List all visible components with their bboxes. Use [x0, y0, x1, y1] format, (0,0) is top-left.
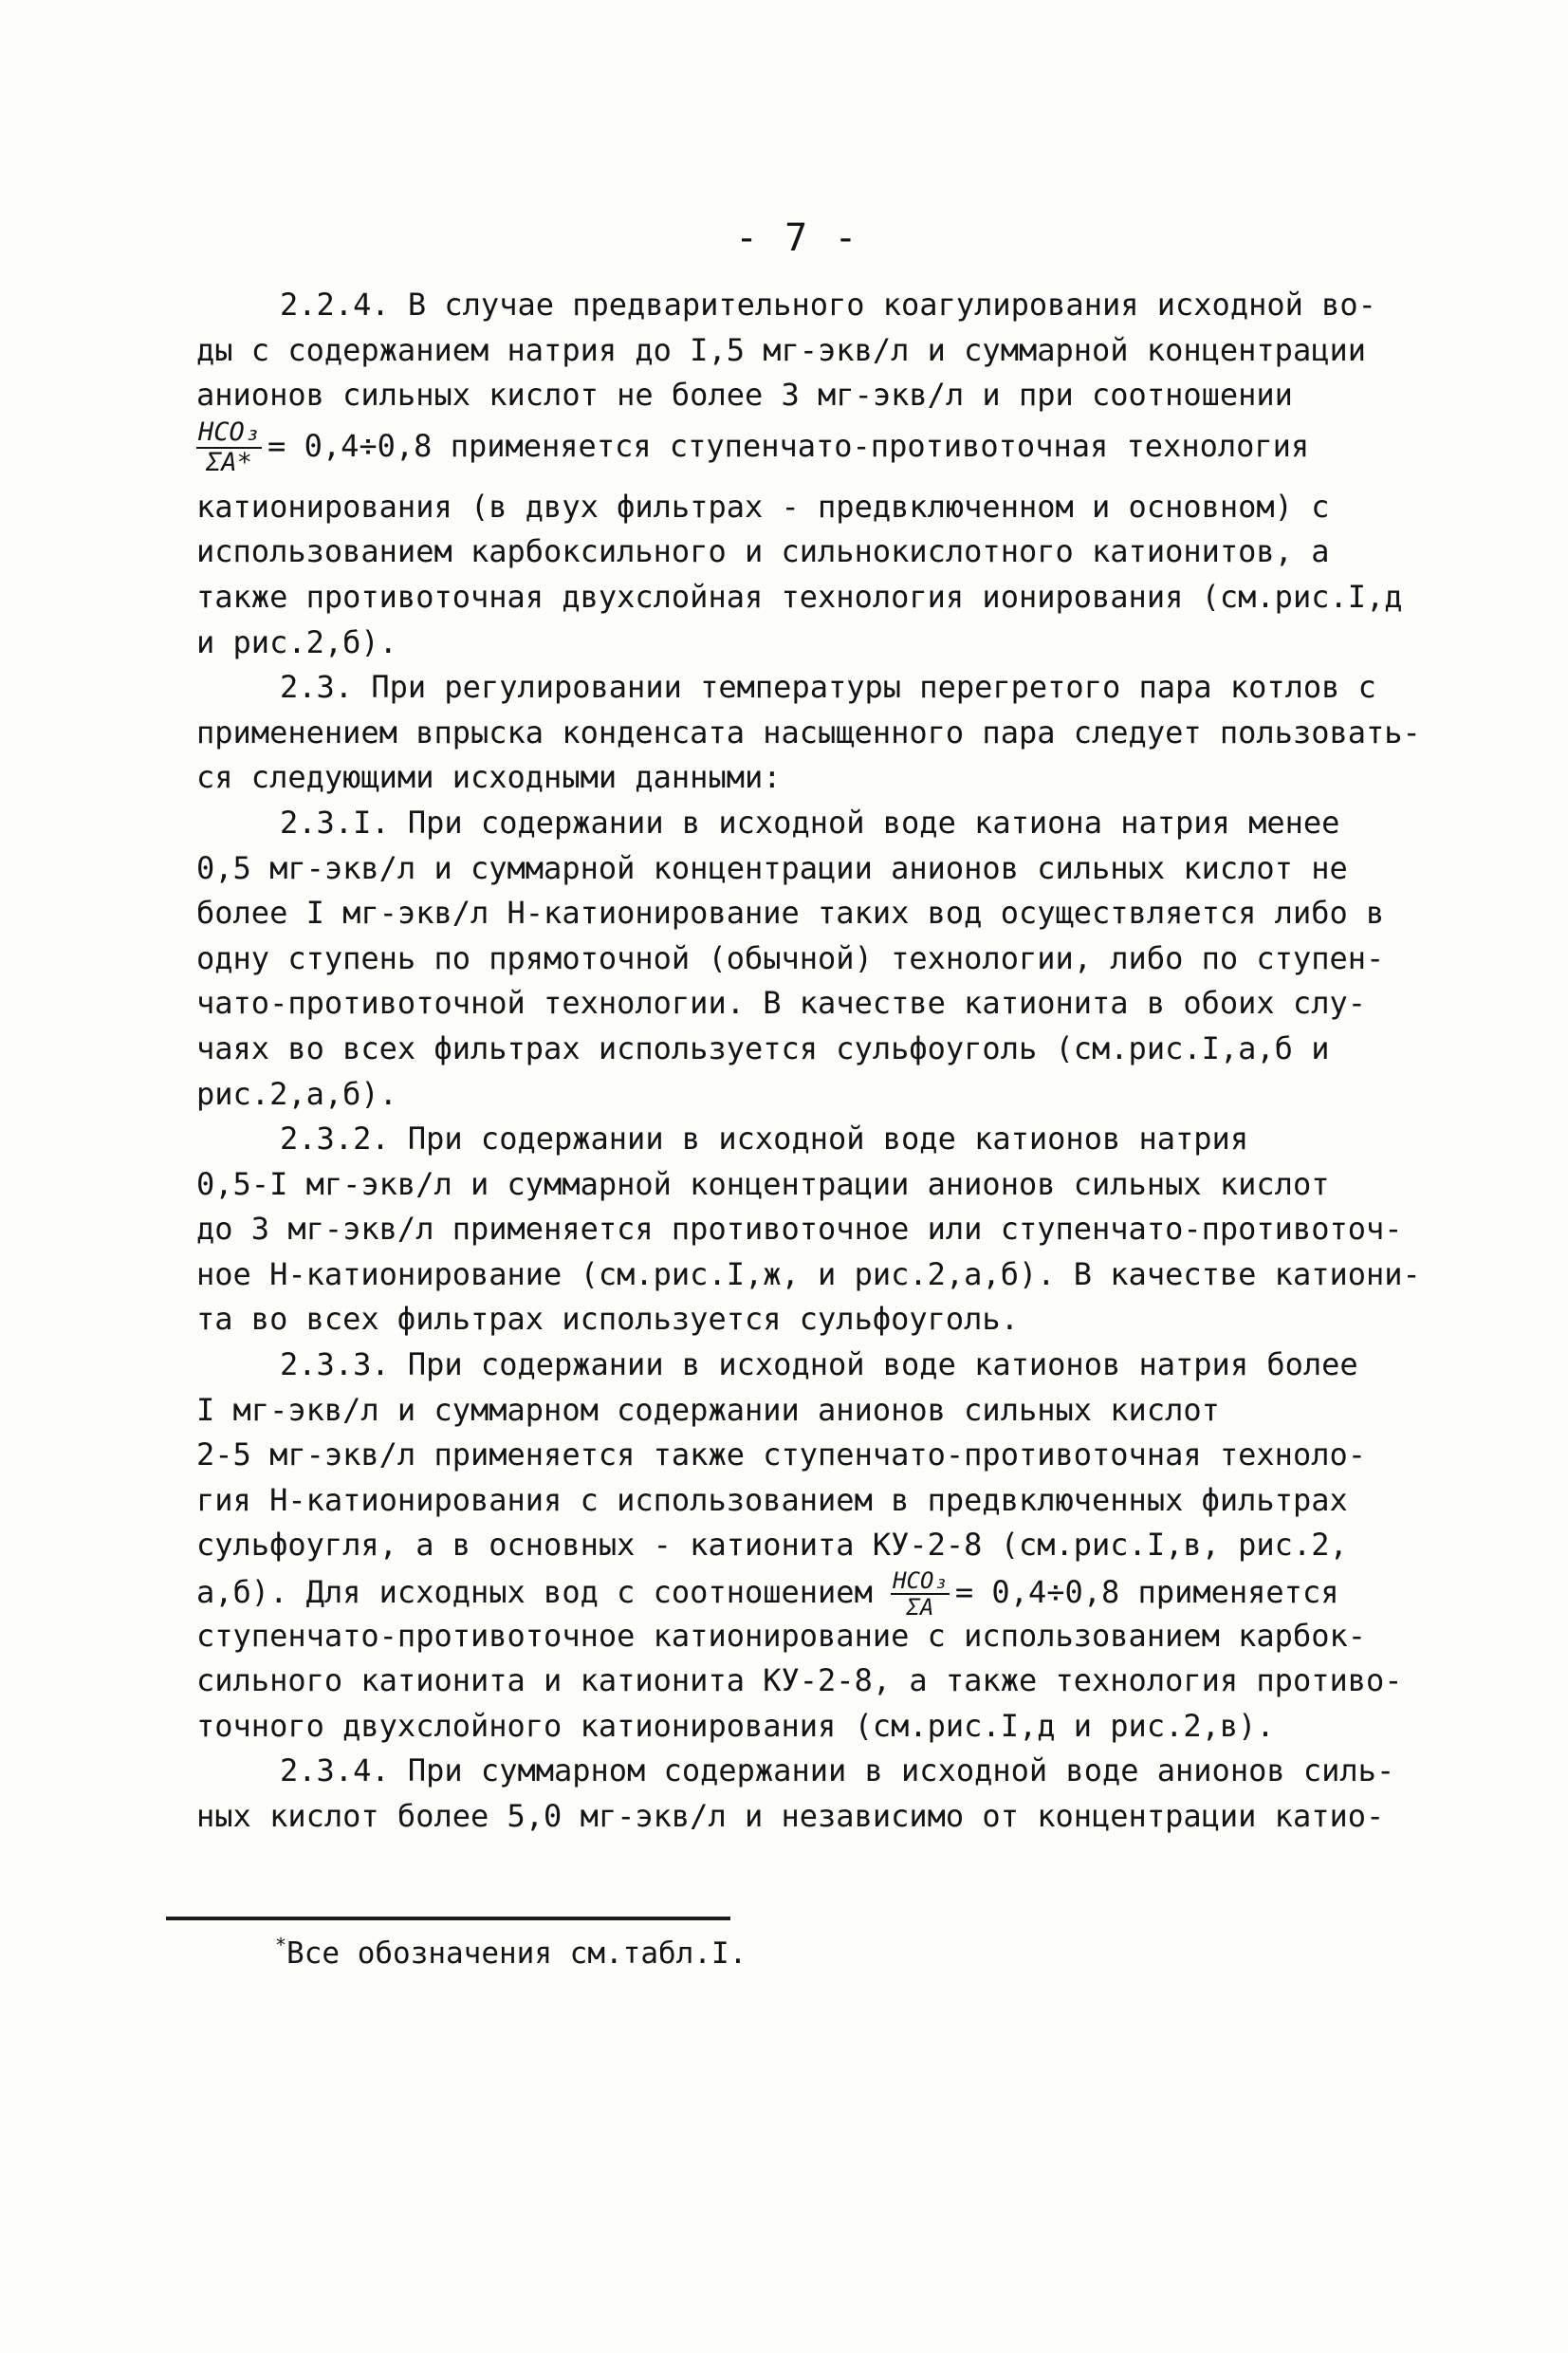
footnote-text: Все обозначения см.табл.I. — [286, 1936, 747, 1971]
text-line: катионирования (в двух фильтрах - предвключенном и основном) с — [196, 488, 1330, 525]
text-line: 2-5 мг-экв/л применяется также ступенчато-противоточная техноло- — [196, 1436, 1366, 1473]
text-line: 0,5 мг-экв/л и суммарной концентрации анионов сильных кислот не — [196, 849, 1348, 886]
text-line: 2.3.I. При содержании в исходной воде катиона натрия менее — [280, 804, 1340, 841]
paragraph-2-3-1 — [196, 801, 1430, 1117]
text-segment: а,б). Для исходных вод с соотношением — [196, 1574, 873, 1611]
text-line: ся следующими исходными данными: — [196, 759, 782, 796]
footnote-divider — [166, 1917, 730, 1920]
text-line: сульфоугля, а в основных - катионита КУ-2-8 (см.рис.I,в, рис.2, — [196, 1527, 1348, 1564]
fraction-numerator: HCO₃ — [198, 417, 261, 447]
text-line: также противоточная двухслойная технология ионирования (см.рис.I,д — [196, 578, 1403, 615]
paragraph-2-3-4 — [196, 1749, 1430, 1839]
text-line: одну ступень по прямоточной (обычной) технологии, либо по ступен- — [196, 939, 1385, 976]
text-line: более I мг-экв/л H-катионирование таких вод осуществляется либо в — [196, 895, 1385, 932]
paragraph-2-2-4 — [196, 283, 1430, 665]
paragraph-2-3-3 — [196, 1343, 1430, 1749]
text-line: сильного катионита и катионита КУ-2-8, а также технология противо- — [196, 1662, 1403, 1699]
text-segment: = 0,4÷0,8 применяется — [954, 1574, 1339, 1611]
ratio-fraction — [891, 1568, 950, 1620]
text-line: гия H-катионирования с использованием в предвключенных фильтрах — [196, 1481, 1348, 1518]
text-line: точного двухслойного катионирования (см.рис.I,д и рис.2,в). — [196, 1707, 1275, 1744]
text-line: 2.3.3. При содержании в исходной воде катионов натрия более — [280, 1346, 1358, 1383]
footnote-mark: * — [275, 1934, 287, 1956]
paragraph-2-3 — [196, 665, 1430, 801]
text-line: ступенчато-противоточное катионирование с использованием карбок- — [196, 1617, 1366, 1654]
text-line: I мг-экв/л и суммарном содержании анионов сильных кислот — [196, 1391, 1220, 1428]
text-line: использованием карбоксильного и сильнокислотного катионитов, а — [196, 533, 1330, 570]
text-line: анионов сильных кислот не более 3 мг-экв/л и при соотношении — [196, 377, 1293, 414]
footnote — [275, 1934, 747, 1971]
text-line: 0,5-I мг-экв/л и суммарной концентрации анионов сильных кислот — [196, 1165, 1330, 1202]
text-line: ных кислот более 5,0 мг-экв/л и независимо от концентрации катио- — [196, 1798, 1385, 1834]
text-line: чато-противоточной технологии. В качестве катионита в обоих слу- — [196, 985, 1366, 1022]
fraction-denominator: ΣA* — [206, 447, 252, 477]
text-line: 2.3. При регулировании температуры перегретого пара котлов с — [280, 669, 1376, 706]
text-line: та во всех фильтрах используется сульфоуголь. — [196, 1301, 1019, 1338]
fraction-numerator: HCO₃ — [893, 1567, 948, 1595]
document-body — [196, 283, 1430, 1840]
text-segment: = 0,4÷0,8 применяется ступенчато-противоточная технология — [267, 427, 1310, 464]
text-line: до 3 мг-экв/л применяется противоточное или ступенчато-противоточ- — [196, 1211, 1403, 1248]
page-number: - 7 - — [735, 216, 859, 260]
ratio-fraction — [196, 418, 262, 477]
ratio-line — [196, 1567, 1430, 1621]
text-line: применением впрыска конденсата насыщенного пара следует пользовать- — [196, 713, 1421, 750]
text-line: ды с содержанием натрия до I,5 мг-экв/л и суммарной концентрации — [196, 331, 1366, 368]
paragraph-2-3-2 — [196, 1117, 1430, 1343]
fraction-denominator: ΣA — [906, 1594, 934, 1621]
ratio-line — [196, 418, 1430, 485]
text-line: 2.3.2. При содержании в исходной воде катионов натрия — [280, 1121, 1249, 1158]
text-line: рис.2,а,б). — [196, 1075, 397, 1112]
text-line: 2.2.4. В случае предварительного коагулирования исходной во- — [280, 287, 1376, 323]
text-line: 2.3.4. При суммарном содержании в исходной воде анионов силь- — [280, 1752, 1395, 1789]
text-line: ное H-катионирование (см.рис.I,ж, и рис.2,а,б). В качестве катиони- — [196, 1255, 1421, 1292]
text-line: чаях во всех фильтрах используется сульфоуголь (см.рис.I,а,б и — [196, 1029, 1330, 1066]
text-line: и рис.2,б). — [196, 623, 397, 660]
